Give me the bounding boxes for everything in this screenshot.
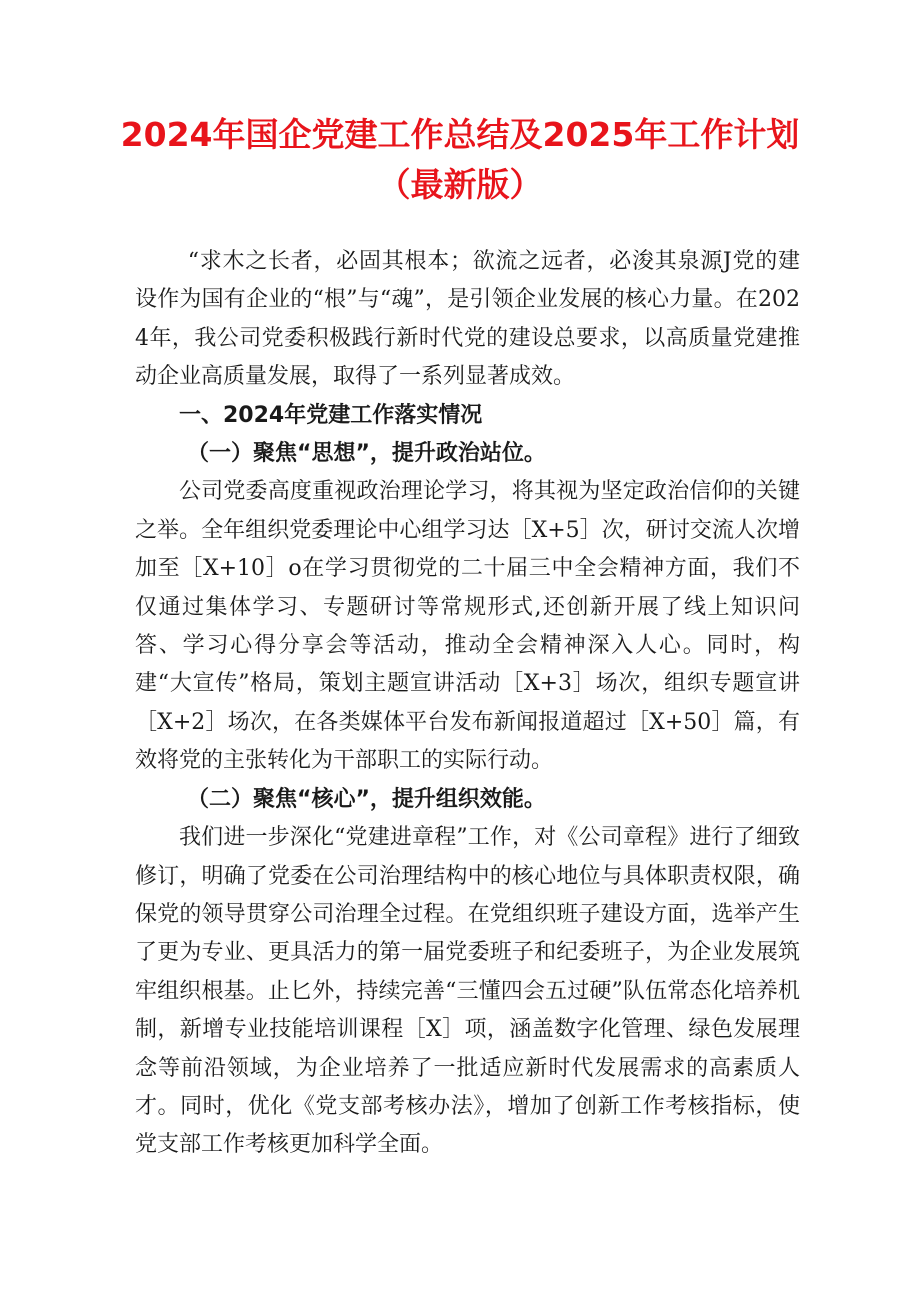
subsection-heading-1: （一）聚焦“思想”，提升政治站位。: [187, 441, 546, 467]
subsection-paragraph-2: 我们进一步深化“党建进章程”工作，对《公司章程》进行了细致修订，明确了党委在公司治理结构中的核心地位与具体职责权限，确保党的领导贯穿公司治理全过程。在党组织班子建设方面，选举产生了更为专业、更具活力的第一届党委班子和纪委班子，为企业发展筑牢组织根基。止匕外，持续完善“三懂四会五过硬”队伍常态化培养机制，新增专业技能培训课程［X］项，涵盖数字化管理、绿色发展理念等前沿领域，为企业培养了一批适应新时代发展需求的高素质人才。同时，优化《党支部考核办法》，增加了创新工作考核指标，使党支部工作考核更加科学全面。: [135, 825, 800, 1158]
subsection-heading-2: （二）聚焦“核心”，提升组织效能。: [187, 786, 546, 812]
document-title: 2024年国企党建工作总结及2025年工作计划（最新版）: [120, 115, 800, 204]
subsection-paragraph-1: 公司党委高度重视政治理论学习，将其视为坚定政治信仰的关键之举。全年组织党委理论中心组学习达［X+5］次，研讨交流人次增加至［X+10］o在学习贯彻党的二十届三中全会精神方面，我们不仅通过集体学习、专题研讨等常规形式,还创新开展了线上知识问答、学习心得分享会等活动，推动全会精神深入人心。同时，构建“大宣传”格局，策划主题宣讲活动［X+3］场次，组织专题宣讲［X+2］场次，在各类媒体平台发布新闻报道超过［X+50］篇，有效将党的主张转化为干部职工的实际行动。: [135, 479, 800, 774]
document-body: [135, 243, 800, 1165]
intro-paragraph: “求木之长者，必固其根本；欲流之远者，必浚其泉源J党的建设作为国有企业的“根”与“魂”，是引领企业发展的核心力量。在2024年，我公司党委积极践行新时代党的建设总要求，以高质量党建推动企业高质量发展，取得了一系列显著成效。: [135, 249, 800, 390]
section-heading: 一、2024年党建工作落实情况: [179, 402, 483, 428]
